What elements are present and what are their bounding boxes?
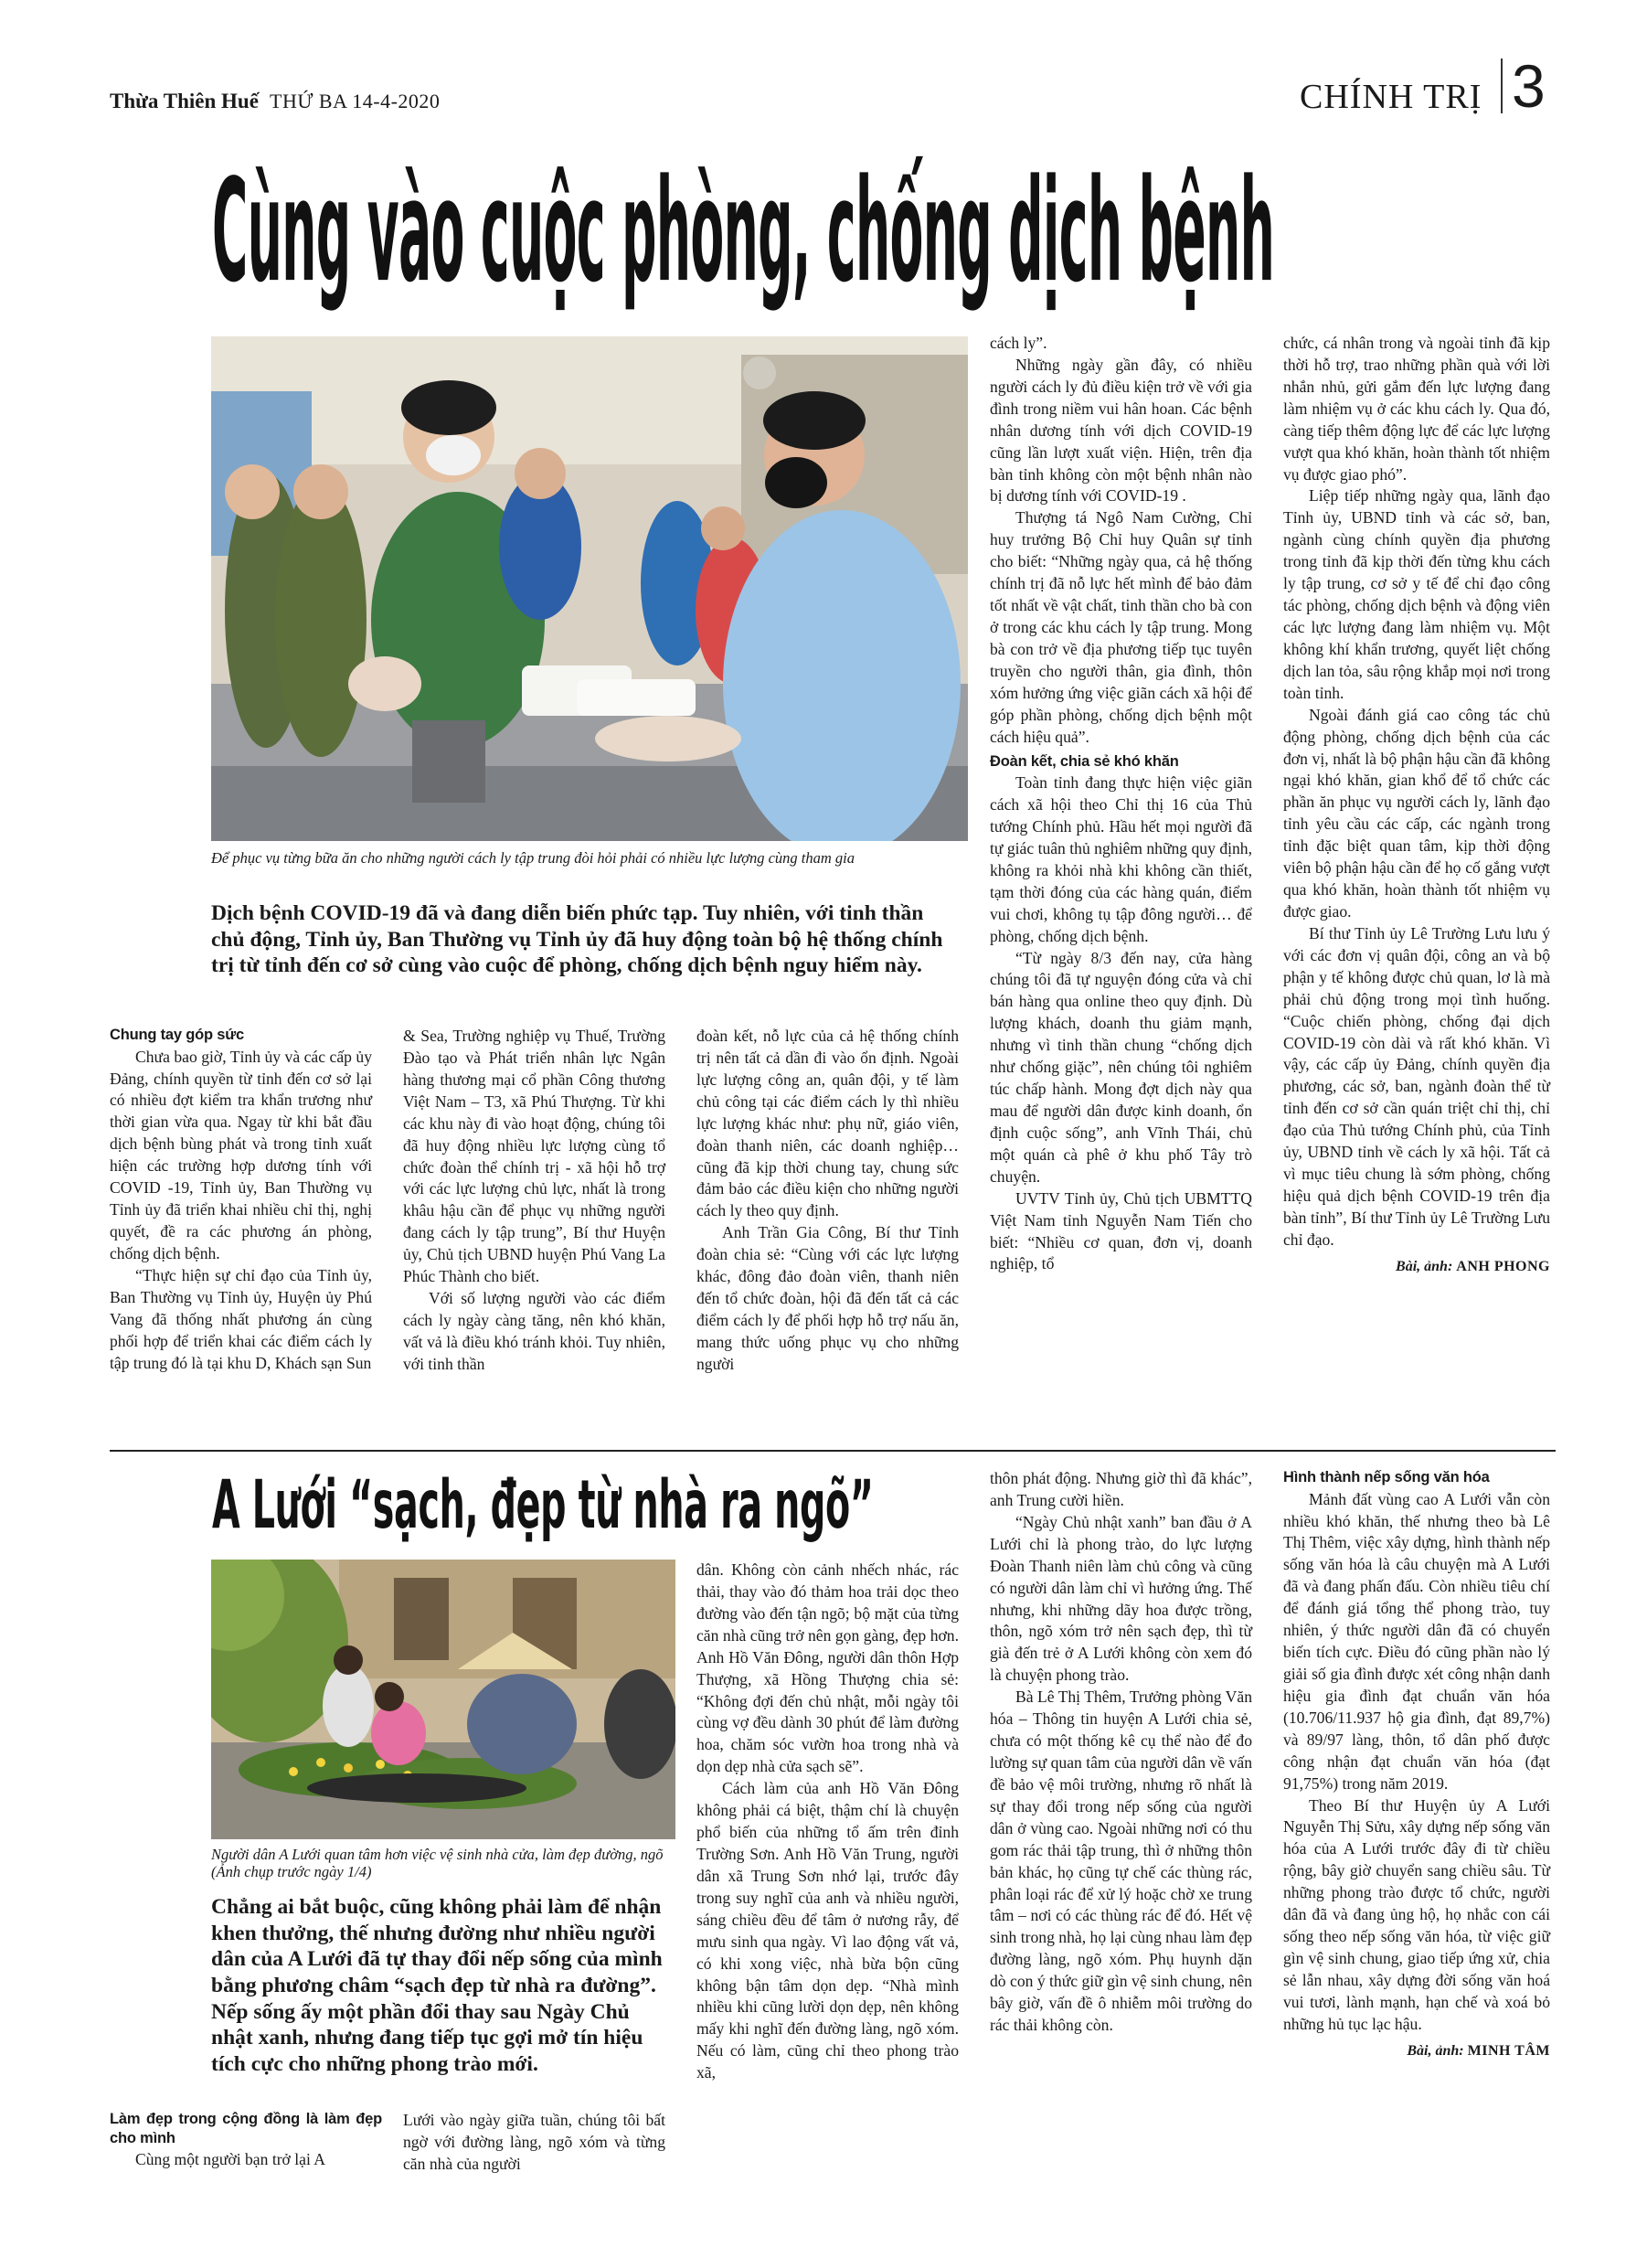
article2-col1-p1: Cùng một người bạn trở lại A (135, 2150, 325, 2169)
article1-col4-p2: Những ngày gần đây, có nhiều người cách ly đủ điều kiện trở về với gia đình trong niềm vui hân hoan. Các bệnh nhân dương tính với dịch COVID-19 cũng lần lượt xuất viện. Hiện, trên địa bàn tỉnh không còn một bệnh nhân nào bị dương tính với COVID-19 . (990, 355, 1252, 506)
article2-column-1 (110, 2110, 382, 2171)
article1-byline-name: ANH PHONG (1456, 1258, 1550, 1274)
article2-column-5 (1283, 1468, 1550, 2060)
article1-byline-label: Bài, ảnh: (1396, 1258, 1453, 1274)
kitchen-volunteers-image (211, 336, 968, 841)
article2-headline: A Lưới “sạch, đẹp từ nhà ra ngõ” (212, 1466, 874, 1545)
article2-column-4 (990, 1468, 1252, 2037)
article2-column-2 (403, 2110, 665, 2176)
article2-col4-p3: Bà Lê Thị Thêm, Trưởng phòng Văn hóa – Thông tin huyện A Lưới chia sẻ, chưa có một thống kê cụ thể nào để đo lường sự quan tâm của người dân về vấn đề bảo vệ môi trường, nhưng rõ nhất là sự thay đổi trong nếp sống của người dân ở vùng cao. Ngoài những nơi có thu gom rác thải tập trung, thì ở những thôn bản khác, họ cũng tự chế các thùng rác, phân loại rác để xử lý hoặc chờ xe trung tâm – nơi có các thùng rác để đó. Hết vệ sinh trong nhà, họ lại cùng nhau làm đẹp đường làng, ngõ xóm. Phụ huynh dặn dò con ý thức giữ gìn vệ sinh chung, nên bây giờ, vấn đề ô nhiễm môi trường do rác thải không còn. (990, 1688, 1252, 2035)
village-flower-garden-image (211, 1560, 675, 1839)
article1-col3-p1: đoàn kết, nỗ lực của cả hệ thống chính trị nên tất cả dần đi vào ổn định. Ngoài lực lượng công an, quân đội, y tế làm chủ công tại các điểm cách ly thì nhiều lực lượng khác như: phụ nữ, giáo viên, đoàn thanh niên, các doanh nghiệp… cũng đã kịp thời chung tay, chung sức đảm bảo các điều kiện cho những người cách ly theo quy định. (696, 1027, 959, 1220)
article1-col2-p1: & Sea, Trường nghiệp vụ Thuế, Trường Đào tạo và Phát triển nhân lực Ngân hàng thương mại cổ phần Công thương Việt Nam – T3, xã Phú Thượng. Từ khi các khu này đi vào hoạt động, chúng tôi đã huy động nhiều lực lượng cùng tổ chức đoàn thể chính trị - xã hội hỗ trợ với các lực lượng chủ lực, nhất là trong khâu hậu cần để phục vụ những người đang cách ly tập trung”, Bí thư Huyện ủy, Chủ tịch UBND huyện Phú Vang La Phúc Thành cho biết. (403, 1027, 665, 1286)
page-number: 3 (1512, 52, 1546, 120)
article2-col3-p2: Cách làm của anh Hồ Văn Đông không phải cá biệt, thậm chí là chuyện phổ biến của những tổ ấm trên đỉnh Trường Sơn. Anh Hồ Văn Trung, người dân xã Trung Sơn nhớ lại, trước đây trong suy nghĩ của anh và nhiều người, sáng chiều đều để tâm ở nương rẫy, để mưu sinh qua ngày. Vì lao động vất vả, có khi xong việc, nhà bừa bộn cũng không bận tâm dọn dẹp. “Nhà mình nhiều khi cũng lười dọn dẹp, nên không mấy khi nghĩ đến đường làng, ngõ xóm. Nếu có làm, cũng chỉ theo phong trào xã, (696, 1779, 959, 2082)
article1-col1-p2: “Thực hiện sự chỉ đạo của Tỉnh ủy, Ban Thường vụ Tỉnh ủy, Huyện ủy Phú Vang đã thống nhất phương án cùng phối hợp để triển khai các điểm cách ly tập trung đó là tại khu D, Khách sạn Sun (110, 1265, 372, 1372)
article1-col1-p1: Chưa bao giờ, Tỉnh ủy và các cấp ủy Đảng, chính quyền từ tỉnh đến cơ sở lại có nhiều đợt kiểm tra khẩn trương như thời gian vừa qua. Ngay từ khi bắt đầu dịch bệnh bùng phát và trong tỉnh xuất hiện các trường hợp dương tính với COVID -19, Tỉnh ủy, Ban Thường vụ Tỉnh ủy đã triển khai nhiều chỉ thị, nghị quyết, đề ra các phương án phòng, chống dịch bệnh. (110, 1047, 372, 1262)
article2-col4-p2: “Ngày Chủ nhật xanh” ban đầu ở A Lưới chỉ là phong trào, do lực lượng Đoàn Thanh niên làm chủ công và cũng có người dân làm chỉ vì hưởng ứng. Thế nhưng, khi những dãy hoa được trồng, thôn, ngõ xóm trở nên sạch đẹp, thì từ già đến trẻ ở A Lưới không còn xem đó là chuyện phong trào. (990, 1512, 1252, 1685)
article1-col4-p6: UVTV Tỉnh ủy, Chủ tịch UBMTTQ Việt Nam tỉnh Nguyễn Nam Tiến cho biết: “Nhiều cơ quan, đơn vị, doanh nghiệp, tổ (990, 1188, 1252, 1273)
article1-col4-p3: Thượng tá Ngô Nam Cường, Chỉ huy trưởng Bộ Chỉ huy Quân sự tỉnh cho biết: “Những ngày qua, cả hệ thống chính trị đã nỗ lực hết mình để bảo đảm tốt nhất về vật chất, tinh thần cho bà con ở trong các khu cách ly tập trung. Mong bà con trở về địa phương tiếp tục tuyên truyền cho người thân, gia đình, thôn xóm hưởng ứng việc giãn cách xã hội để góp phần phòng, chống dịch bệnh một cách hiệu quả”. (990, 508, 1252, 746)
article2-col5-p1: Mảnh đất vùng cao A Lưới vẫn còn nhiều khó khăn, thế nhưng theo bà Lê Thị Thêm, việc xây dựng, hình thành nếp sống văn hóa là câu chuyện mà A Lưới đã và đang phấn đấu. Còn nhiều tiêu chí để đánh giá tổng thể phong trào, tuy nhiên, ý thức người dân đã có chuyển biến tích cực. Điều đó cũng phần nào lý giải số gia đình được xét công nhận danh hiệu gia đình đạt chuẩn văn hóa (10.706/11.937 hộ gia đình, đạt 89,7%) và 89/97 làng, thôn, tổ dân phố được công nhận đạt chuẩn văn hóa (đạt 91,75%) trong năm 2019. (1283, 1489, 1550, 1793)
article2-lead: Chẳng ai bắt buộc, cũng không phải làm để nhận khen thưởng, thế nhưng đường như nhiều người dân của A Lưới đã tự thay đổi nếp sống của mình bằng phương châm “sạch đẹp từ nhà ra đường”. Nếp sống ấy một phần đổi thay sau Ngày Chủ nhật xanh, nhưng đang tiếp tục gợi mở tín hiệu tích cực cho những phong trào mới. (211, 1895, 663, 2076)
article2-column-3 (696, 1560, 959, 2084)
article1-column-3 (696, 1026, 959, 1376)
article1-subhead-1: Chung tay góp sức (110, 1027, 244, 1043)
article1-col4-p4: Toàn tỉnh đang thực hiện việc giãn cách xã hội theo Chỉ thị 16 của Thủ tướng Chính phủ. Hầu hết mọi người đã tự giác tuân thủ nghiêm những quy định, không ra khỏi nhà khi không cần thiết, tạm thời đóng của các hàng quán, điểm vui chơi, không tụ tập đông người… để phòng, chống dịch bệnh. (990, 773, 1252, 945)
article1-col5-p2: Liệp tiếp những ngày qua, lãnh đạo Tỉnh ủy, UBND tỉnh và các sở, ban, ngành cùng chính quyền địa phương trong tỉnh đã kịp thời đến từng khu cách ly tập trung, cơ sở y tế để chỉ đạo công tác phòng, chống dịch bệnh và động viên các lực lượng đang làm nhiệm vụ. Một không khí khẩn trương, quyết liệt chống dịch lan tỏa, sâu rộng khắp mọi nơi trong toàn tỉnh. (1283, 486, 1550, 702)
section-name: CHÍNH TRỊ (1300, 78, 1482, 116)
article1-column-4 (990, 333, 1252, 1275)
article2-col3-p1: dân. Không còn cảnh nhếch nhác, rác thải, thay vào đó thảm hoa trải dọc theo đường vào đến tận ngõ; bộ mặt của từng căn nhà cũng trở nên gọn gàng, đẹp hơn. Anh Hồ Văn Đông, người dân thôn Hợp Thượng, xã Hồng Thượng chia sẻ: “Không đợi đến chủ nhật, mỗi ngày tôi cùng vợ đều dành 30 phút để làm đường hoa, chăm sóc vườn hoa trong nhà và dọn dẹp nhà cửa sạch sẽ”. (696, 1560, 959, 1776)
article1-photo (211, 336, 968, 841)
article2-byline-label: Bài, ảnh: (1407, 2042, 1464, 2059)
issue-date: THỨ BA 14-4-2020 (270, 90, 441, 112)
article1-col5-p4: Bí thư Tỉnh ủy Lê Trường Lưu lưu ý với các đơn vị quân đội, công an và bộ phận y tế không được chủ quan, lơ là mà phải chủ động trong mọi tình huống. “Cuộc chiến phòng, chống đại dịch COVID-19 còn dài và rất khó khăn. Vì vậy, các cấp ủy Đảng, chính quyền địa phương, các sở, ban, ngành đoàn thể từ tỉnh đến cơ sở cần quán triệt chỉ thị, chỉ đạo của Thủ tướng Chính phủ, của Tỉnh ủy, UBND tỉnh về cách ly xã hội. Tất cả vì mục tiêu chung là sớm phòng, chống hiệu quả dịch bệnh COVID-19 trên địa bàn tỉnh”, Bí thư Tỉnh ủy Lê Trường Lưu chỉ đạo. (1283, 923, 1550, 1249)
article1-column-5 (1283, 333, 1550, 1276)
article2-col2-p1: Lưới vào ngày giữa tuần, chúng tôi bất ngờ với đường làng, ngõ xóm và từng căn nhà của người (403, 2111, 665, 2173)
article2-col4-p1: thôn phát động. Nhưng giờ thì đã khác”, anh Trung cười hiền. (990, 1469, 1252, 1509)
article1-col4-p5: “Từ ngày 8/3 đến nay, cửa hàng chúng tôi đã tự nguyện đóng cửa và chỉ bán hàng qua online theo quy định. Dù lượng khách, doanh thu giảm mạnh, nhưng vì tinh thần chung “chống dịch như chống giặc”, nên chúng tôi nghiêm túc chấp hành. Mong đợt dịch này qua mau để người dân được kinh doanh, ổn định cuộc sống”, anh Vĩnh Thái, chủ một quán cà phê ở khu phố Tây trò chuyện. (990, 948, 1252, 1186)
article2-byline (1283, 2041, 1550, 2061)
article1-subhead-2: Đoàn kết, chia sẻ khó khăn (990, 752, 1179, 770)
article1-col2-p2: Với số lượng người vào các điểm cách ly ngày càng tăng, nên khó khăn, vất vả là điều khó tránh khỏi. Tuy nhiên, với tinh thần (403, 1289, 665, 1373)
article2-subhead-1: Làm đẹp trong cộng đồng là làm đẹp cho mình (110, 2111, 382, 2146)
article1-lead: Dịch bệnh COVID-19 đã và đang diễn biến phức tạp. Tuy nhiên, với tinh thần chủ động, Tỉnh ủy, Ban Thường vụ Tỉnh ủy đã huy động toàn bộ hệ thống chính trị từ tỉnh đến cơ sở cùng vào cuộc để phòng, chống dịch bệnh nguy hiểm này. (211, 901, 943, 978)
article1-col5-p1: chức, cá nhân trong và ngoài tỉnh đã kịp thời hỗ trợ, trao những phần quà với lời nhắn nhủ, gửi gắm đến lực lượng đang làm nhiệm vụ ở các khu cách ly. Qua đó, càng tiếp thêm động lực để các lực lượng vượt qua khó khăn, hoàn thành tốt nhiệm vụ được giao phó”. (1283, 334, 1550, 484)
article-divider (110, 1450, 1556, 1452)
article1-col3-p2: Anh Trần Gia Công, Bí thư Tỉnh đoàn chia sẻ: “Cùng với các lực lượng khác, đông đảo đoàn viên, thanh niên đến tổ chức đoàn, hội đã đến tất cả các điểm cách ly để phối hợp hỗ trợ nấu ăn, mang thức uống phục vụ cho những người (696, 1223, 959, 1373)
article1-byline (1283, 1257, 1550, 1277)
article2-photo-caption: Người dân A Lưới quan tâm hơn việc vệ sinh nhà cửa, làm đẹp đường, ngõ (Ảnh chụp trước ngày 1/4) (211, 1846, 664, 1880)
paper-name: Thừa Thiên Huế (110, 90, 259, 112)
article1-headline: Cùng vào cuộc phòng, chống dịch bệnh (212, 148, 1275, 314)
article2-col5-p2: Theo Bí thư Huyện ủy A Lưới Nguyễn Thị Sửu, xây dựng nếp sống văn hóa của A Lưới trước đây đi từ chiều rộng, bây giờ chuyển sang chiều sâu. Từ những phong trào được tổ chức, người dân đã và đang ủng hộ, họ nhắc con cái sống theo nếp sống văn hóa, từ việc giữ gìn vệ sinh chung, giao tiếp ứng xử, chia sẻ lẫn nhau, xây dựng đời sống văn hoá vui tươi, lành mạnh, hạn chế và xoá bỏ những hủ tục lạc hậu. (1283, 1795, 1550, 2033)
article1-col4-p1: cách ly”. (990, 334, 1047, 352)
article2-photo (211, 1560, 675, 1839)
masthead-divider (1501, 59, 1503, 113)
article1-photo-caption: Để phục vụ từng bữa ăn cho những người cách ly tập trung đòi hỏi phải có nhiều lực lượng cùng tham gia (211, 849, 855, 867)
article2-subhead-2: Hình thành nếp sống văn hóa (1283, 1469, 1490, 1485)
article1-column-1 (110, 1026, 372, 1374)
article1-column-2 (403, 1026, 665, 1376)
article1-col5-p3: Ngoài đánh giá cao công tác chủ động phòng, chống dịch bệnh của các đơn vị, nhất là bộ phận hậu cần đã không ngại khó khăn, gian khổ để tổ chức các phần ăn phục vụ người cách ly, lãnh đạo tỉnh yêu cầu các cấp, các ngành trong tỉnh đặc biệt quan tâm, kịp thời động viên bộ phận hậu cần để họ cố gắng vượt qua khó khăn, hoàn thành tốt nhiệm vụ được giao. (1283, 705, 1550, 921)
article2-byline-name: MINH TÂM (1467, 2042, 1550, 2059)
